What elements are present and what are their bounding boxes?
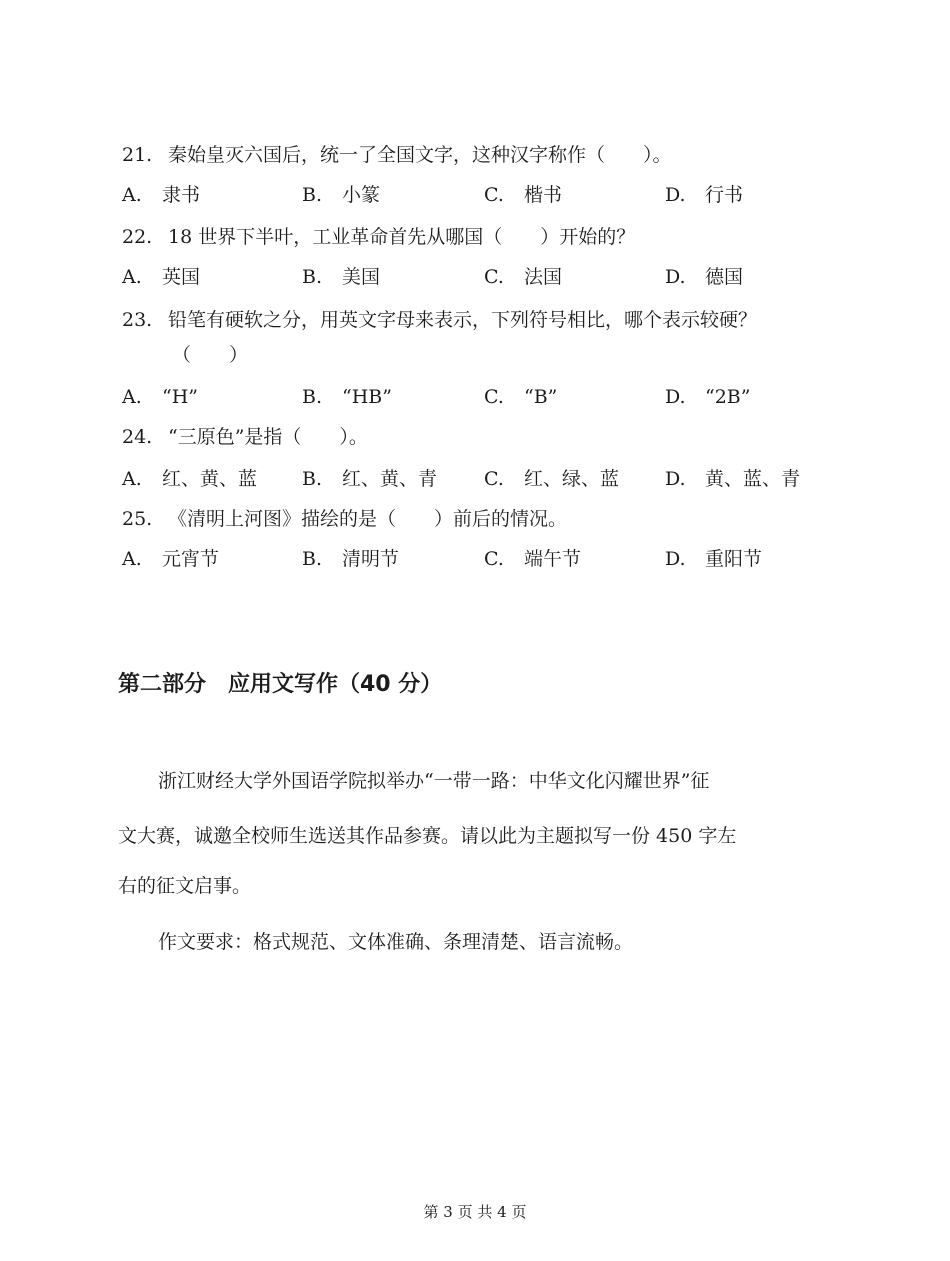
option-letter: C. <box>484 266 504 288</box>
question-23-continuation <box>0 340 950 370</box>
option-c <box>484 544 581 574</box>
option-text: 法国 <box>524 266 563 288</box>
option-letter: A. <box>122 184 142 206</box>
option-letter: D. <box>665 184 686 206</box>
option-text: 小篆 <box>342 184 381 206</box>
option-text: 黄、蓝、青 <box>705 468 801 490</box>
option-text: 红、黄、青 <box>342 468 438 490</box>
option-a <box>122 464 257 494</box>
prompt-line-2: 文大赛，诚邀全校师生选送其作品参赛。请以此为主题拟写一份 450 字左 <box>118 825 737 847</box>
option-b <box>302 382 392 412</box>
option-text: 行书 <box>705 184 744 206</box>
option-letter: A. <box>122 548 142 570</box>
question-23-options <box>0 382 950 412</box>
question-stem: “三原色”是指（ ）。 <box>168 426 368 448</box>
option-text: 美国 <box>342 266 381 288</box>
writing-requirements: 作文要求：格式规范、文体准确、条理清楚、语言流畅。 <box>158 931 634 953</box>
option-b <box>302 262 380 292</box>
option-letter: D. <box>665 266 686 288</box>
option-a <box>122 382 198 412</box>
question-23 <box>0 305 950 335</box>
option-a <box>122 180 200 210</box>
option-b <box>302 180 380 210</box>
option-b <box>302 464 437 494</box>
option-d <box>665 544 762 574</box>
option-text: 清明节 <box>342 548 400 570</box>
option-letter: A. <box>122 266 142 288</box>
question-22 <box>0 222 950 252</box>
prompt-line-3: 右的征文启事。 <box>118 875 252 897</box>
question-number: 24. <box>122 426 153 448</box>
option-d <box>665 262 743 292</box>
question-number: 22. <box>122 226 153 248</box>
option-letter: C. <box>484 468 504 490</box>
option-text: “2B” <box>705 386 751 408</box>
option-letter: A. <box>122 386 142 408</box>
option-a <box>122 262 200 292</box>
question-25 <box>0 504 950 534</box>
option-letter: B. <box>302 548 323 570</box>
option-text: 红、黄、蓝 <box>162 468 258 490</box>
option-letter: C. <box>484 548 504 570</box>
option-c <box>484 180 562 210</box>
option-text: “HB” <box>342 386 392 408</box>
option-c <box>484 464 619 494</box>
option-text: 端午节 <box>524 548 582 570</box>
option-letter: B. <box>302 266 323 288</box>
option-d <box>665 464 800 494</box>
option-letter: B. <box>302 468 323 490</box>
question-stem-continuation: （ ） <box>172 344 249 366</box>
option-letter: B. <box>302 386 323 408</box>
prompt-line-1: 浙江财经大学外国语学院拟举办“一带一路：中华文化闪耀世界”征 <box>158 770 710 792</box>
option-b <box>302 544 399 574</box>
option-c <box>484 262 562 292</box>
section-heading: 第二部分 应用文写作（40 分） <box>118 672 443 697</box>
question-stem: 18 世界下半叶，工业革命首先从哪国（ ）开始的？ <box>168 226 636 248</box>
option-letter: C. <box>484 386 504 408</box>
question-number: 21. <box>122 144 153 166</box>
option-text: “B” <box>524 386 558 408</box>
question-21 <box>0 140 950 170</box>
option-letter: D. <box>665 468 686 490</box>
page-number: 第 3 页 共 4 页 <box>423 1203 527 1221</box>
option-text: 隶书 <box>162 184 201 206</box>
question-24 <box>0 422 950 452</box>
question-22-options <box>0 262 950 292</box>
option-letter: D. <box>665 386 686 408</box>
option-text: 重阳节 <box>705 548 763 570</box>
question-stem: 《清明上河图》描绘的是（ ）前后的情况。 <box>168 508 568 530</box>
question-number: 25. <box>122 508 153 530</box>
option-d <box>665 180 743 210</box>
question-number: 23. <box>122 309 153 331</box>
question-21-options <box>0 180 950 210</box>
option-letter: D. <box>665 548 686 570</box>
option-letter: A. <box>122 468 142 490</box>
option-text: “H” <box>162 386 198 408</box>
question-24-options <box>0 464 950 494</box>
question-25-options <box>0 544 950 574</box>
option-d <box>665 382 750 412</box>
option-text: 英国 <box>162 266 201 288</box>
option-c <box>484 382 557 412</box>
question-stem: 铅笔有硬软之分，用英文字母来表示，下列符号相比，哪个表示较硬？ <box>168 309 758 331</box>
option-a <box>122 544 219 574</box>
option-text: 德国 <box>705 266 744 288</box>
option-text: 楷书 <box>524 184 563 206</box>
option-text: 红、绿、蓝 <box>524 468 620 490</box>
question-stem: 秦始皇灭六国后，统一了全国文字，这种汉字称作（ ）。 <box>168 144 672 166</box>
option-letter: C. <box>484 184 504 206</box>
option-text: 元宵节 <box>162 548 220 570</box>
option-letter: B. <box>302 184 323 206</box>
